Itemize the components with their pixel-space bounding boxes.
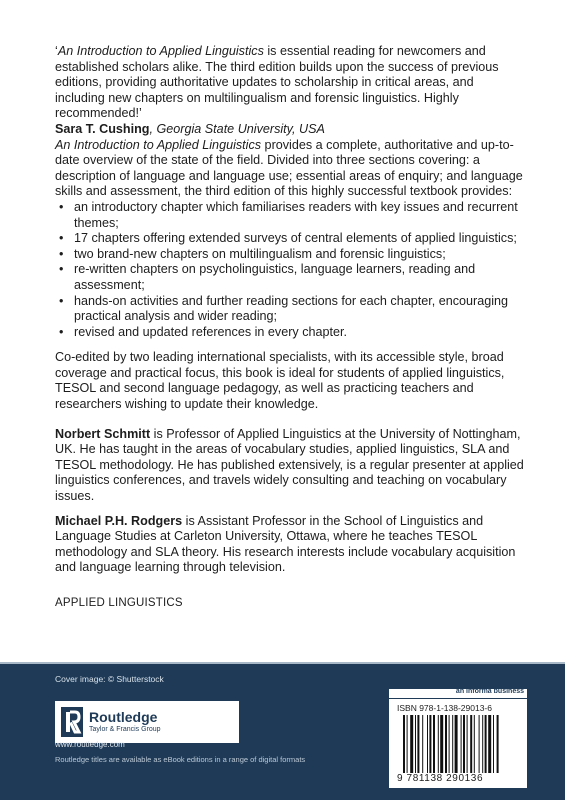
feature-text: two brand-new chapters on multilingualism and forensic linguistics;	[74, 246, 446, 261]
bullet-icon: •	[59, 246, 64, 261]
quote-open-mark: ‘	[55, 44, 58, 58]
feature-text: revised and updated references in every chapter.	[74, 324, 348, 339]
publisher-logo	[55, 701, 239, 743]
publisher-group: Taylor & Francis Group	[89, 726, 161, 733]
publisher-name: Routledge	[89, 709, 158, 725]
feature-item	[55, 325, 525, 341]
book-description	[55, 138, 525, 200]
author-name: Michael P.H. Rodgers	[55, 513, 183, 528]
feature-text: re-written chapters on psycholinguistics, language learners, reading and assessment;	[74, 262, 476, 292]
feature-item	[55, 262, 525, 293]
author-name: Norbert Schmitt	[55, 426, 151, 441]
feature-item	[55, 200, 525, 231]
isbn: ISBN 978-1-138-29013-6	[397, 703, 492, 713]
cover-image-credit: Cover image: © Shutterstock	[55, 674, 164, 684]
quote-body: is essential reading for newcomers and established scholars alike. The third edition builds upon the success of previous editions, providing authoritative updates to scholarship in critical areas, and including new chapters on multilingualism and forensic linguistics. Highly recommended!’	[55, 44, 499, 121]
endorsement-quote	[55, 44, 525, 138]
quote-book-title: An Introduction to Applied Linguistics	[57, 44, 264, 58]
bullet-icon: •	[59, 231, 64, 246]
quote-author: Sara T. Cushing	[55, 121, 150, 136]
cover-text	[55, 44, 525, 612]
author-bio-2	[55, 514, 525, 576]
informa-strip	[389, 689, 527, 698]
feature-item	[55, 231, 525, 247]
informa-label: an informa business	[455, 688, 524, 695]
routledge-logo-icon	[61, 707, 83, 737]
bullet-icon: •	[59, 293, 64, 308]
feature-text: hands-on activities and further reading sections for each chapter, encouraging practical analysis and wider reading;	[74, 293, 509, 324]
quote-affiliation: , Georgia State University, USA	[149, 121, 325, 136]
divider	[0, 662, 565, 664]
author-bio-1	[55, 427, 525, 505]
feature-item	[55, 294, 525, 325]
barcode-icon	[401, 715, 519, 773]
coedited-paragraph: Co-edited by two leading international specialists, with its accessible style, broad coverage and practical focus, this book is ideal for students of applied linguistics, TESOL and second language pedagogy, as well as practicing teachers and researchers wishing to update their knowledge.	[55, 350, 505, 412]
barcode-number: 9 781138 290136	[397, 773, 484, 784]
isbn-barcode-box	[389, 699, 527, 788]
feature-text: an introductory chapter which familiarises readers with key issues and recurrent themes;	[74, 199, 518, 230]
author-bio-text: is Assistant Professor in the School of Linguistics and Language Studies at Carleton University, Ottawa, where he teaches TESOL methodology and SLA theory. His research interests include vocabulary acquisition and language learning through television.	[55, 513, 516, 575]
bullet-icon: •	[59, 324, 64, 339]
feature-text: 17 chapters offering extended surveys of central elements of applied linguistics;	[74, 231, 517, 246]
subject-category: APPLIED LINGUISTICS	[55, 597, 183, 609]
publisher-website: www.routledge.com	[55, 740, 125, 749]
feature-list	[55, 200, 525, 340]
bullet-icon: •	[59, 199, 64, 214]
author-bio-text: is Professor of Applied Linguistics at the University of Nottingham, UK. He has taught in the areas of vocabulary studies, applied linguistics, SLA and TESOL methodology. He has published extensively, is a regular presenter at applied linguistics conferences, and travels widely consulting and teaching on vocabulary issues.	[55, 426, 524, 504]
cover-footer	[0, 662, 565, 800]
description-body: provides a complete, authoritative and up-to-date overview of the state of the field. Divided into three sections covering: a description of language and language use; essential areas of enquiry; and language skills and assessment, the third edition of this highly successful textbook provides:	[55, 137, 523, 199]
ebook-note: Routledge titles are available as eBook editions in a range of digital formats	[55, 755, 306, 764]
bullet-icon: •	[59, 262, 64, 277]
description-book-title: An Introduction to Applied Linguistics	[55, 137, 262, 152]
feature-item	[55, 247, 525, 263]
